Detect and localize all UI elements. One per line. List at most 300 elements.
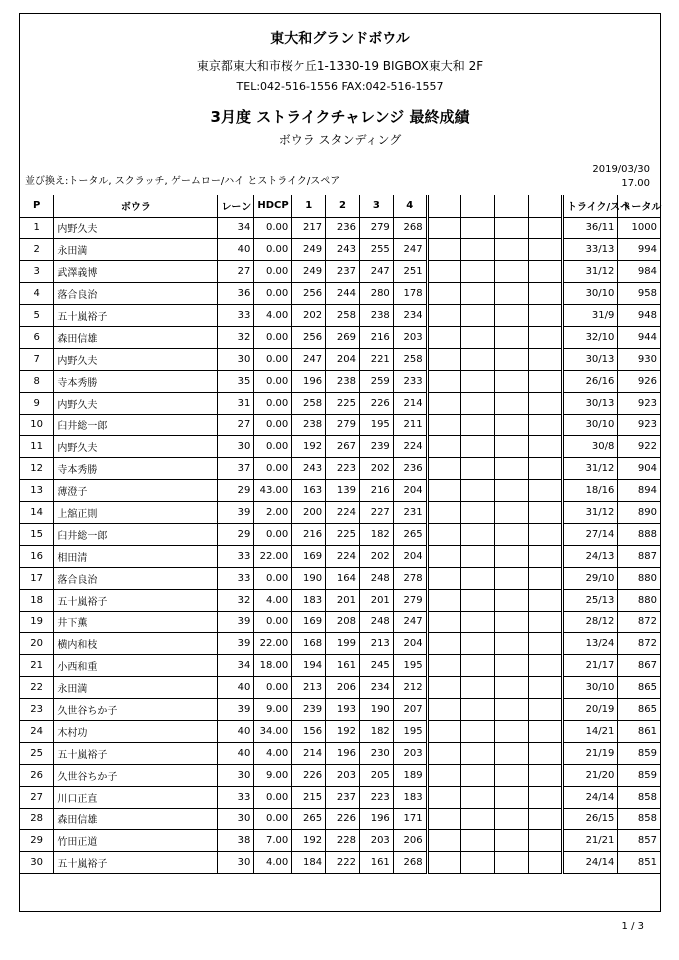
empty-cell (461, 523, 495, 545)
total-cell: 867 (618, 655, 660, 677)
game4-cell: 224 (393, 436, 427, 458)
bowler-name-cell: 内野久夫 (54, 217, 218, 239)
empty-cell (495, 305, 529, 327)
position-cell: 27 (20, 786, 54, 808)
empty-cell (529, 567, 563, 589)
table-row (20, 326, 660, 348)
game2-cell: 196 (326, 742, 360, 764)
empty-cell (427, 567, 461, 589)
game3-cell: 202 (359, 458, 393, 480)
col-header-empty-1 (427, 195, 461, 217)
game1-cell: 226 (292, 764, 326, 786)
empty-cell (529, 633, 563, 655)
game1-cell: 183 (292, 589, 326, 611)
venue-phone-fax: TEL:042-516-1556 FAX:042-516-1557 (236, 80, 444, 93)
hdcp-cell: 0.00 (254, 283, 292, 305)
empty-cell (529, 720, 563, 742)
game4-cell: 195 (393, 655, 427, 677)
game3-cell: 201 (359, 589, 393, 611)
hdcp-cell: 0.00 (254, 523, 292, 545)
empty-cell (495, 261, 529, 283)
lane-cell: 40 (218, 720, 254, 742)
game4-cell: 231 (393, 502, 427, 524)
game3-cell: 216 (359, 326, 393, 348)
empty-cell (461, 239, 495, 261)
position-cell: 28 (20, 808, 54, 830)
game3-cell: 248 (359, 611, 393, 633)
bowler-name-cell: 相田清 (54, 545, 218, 567)
empty-cell (461, 217, 495, 239)
lane-cell: 29 (218, 480, 254, 502)
game3-cell: 161 (359, 852, 393, 874)
empty-cell (461, 830, 495, 852)
game2-cell: 161 (326, 655, 360, 677)
strike-spare-cell: 28/12 (563, 611, 618, 633)
game4-cell: 233 (393, 370, 427, 392)
empty-cell (495, 283, 529, 305)
game3-cell: 280 (359, 283, 393, 305)
strike-spare-cell: 30/13 (563, 392, 618, 414)
col-header-empty-3 (495, 195, 529, 217)
game2-cell: 269 (326, 326, 360, 348)
bowler-name-cell: 竹田正道 (54, 830, 218, 852)
lane-cell: 27 (218, 414, 254, 436)
game1-cell: 169 (292, 611, 326, 633)
table-row (20, 305, 660, 327)
position-cell: 23 (20, 699, 54, 721)
game4-cell: 204 (393, 480, 427, 502)
hdcp-cell: 0.00 (254, 239, 292, 261)
empty-cell (529, 655, 563, 677)
game4-cell: 207 (393, 699, 427, 721)
game3-cell: 196 (359, 808, 393, 830)
game1-cell: 247 (292, 348, 326, 370)
empty-cell (427, 852, 461, 874)
empty-cell (495, 655, 529, 677)
total-cell: 872 (618, 611, 660, 633)
lane-cell: 40 (218, 677, 254, 699)
empty-cell (529, 370, 563, 392)
game4-cell: 204 (393, 545, 427, 567)
position-cell: 29 (20, 830, 54, 852)
empty-cell (495, 502, 529, 524)
empty-cell (427, 217, 461, 239)
empty-cell (427, 283, 461, 305)
lane-cell: 30 (218, 808, 254, 830)
game3-cell: 234 (359, 677, 393, 699)
empty-cell (461, 261, 495, 283)
table-row (20, 655, 660, 677)
game1-cell: 202 (292, 305, 326, 327)
empty-cell (461, 589, 495, 611)
total-cell: 857 (618, 830, 660, 852)
lane-cell: 40 (218, 239, 254, 261)
game4-cell: 195 (393, 720, 427, 742)
lane-cell: 31 (218, 392, 254, 414)
position-cell: 11 (20, 436, 54, 458)
total-cell: 1000 (618, 217, 660, 239)
game3-cell: 203 (359, 830, 393, 852)
empty-cell (529, 764, 563, 786)
empty-cell (427, 458, 461, 480)
game3-cell: 259 (359, 370, 393, 392)
strike-spare-cell: 13/24 (563, 633, 618, 655)
game4-cell: 279 (393, 589, 427, 611)
game1-cell: 239 (292, 699, 326, 721)
table-row (20, 720, 660, 742)
game1-cell: 214 (292, 742, 326, 764)
col-header-empty-4 (529, 195, 563, 217)
col-header-position: P (20, 195, 54, 217)
empty-cell (529, 305, 563, 327)
empty-cell (461, 852, 495, 874)
empty-cell (461, 370, 495, 392)
game4-cell: 204 (393, 633, 427, 655)
venue-name: 東大和グランドボウル (270, 31, 410, 47)
col-header-game2: 2 (326, 195, 360, 217)
col-header-lane: レーン (218, 195, 254, 217)
game4-cell: 247 (393, 611, 427, 633)
game1-cell: 192 (292, 436, 326, 458)
strike-spare-cell: 30/10 (563, 283, 618, 305)
empty-cell (529, 677, 563, 699)
position-cell: 2 (20, 239, 54, 261)
game2-cell: 139 (326, 480, 360, 502)
total-cell: 930 (618, 348, 660, 370)
game1-cell: 163 (292, 480, 326, 502)
game3-cell: 248 (359, 567, 393, 589)
empty-cell (529, 436, 563, 458)
lane-cell: 38 (218, 830, 254, 852)
empty-cell (495, 370, 529, 392)
game1-cell: 217 (292, 217, 326, 239)
hdcp-cell: 0.00 (254, 436, 292, 458)
empty-cell (529, 239, 563, 261)
empty-cell (495, 436, 529, 458)
col-header-game1: 1 (292, 195, 326, 217)
empty-cell (495, 589, 529, 611)
game4-cell: 211 (393, 414, 427, 436)
game3-cell: 227 (359, 502, 393, 524)
bowler-name-cell: 内野久夫 (54, 436, 218, 458)
hdcp-cell: 4.00 (254, 305, 292, 327)
game1-cell: 169 (292, 545, 326, 567)
empty-cell (427, 261, 461, 283)
strike-spare-cell: 31/9 (563, 305, 618, 327)
hdcp-cell: 0.00 (254, 261, 292, 283)
bowler-name-cell: 落合良治 (54, 283, 218, 305)
empty-cell (495, 239, 529, 261)
lane-cell: 34 (218, 217, 254, 239)
empty-cell (495, 611, 529, 633)
empty-cell (461, 611, 495, 633)
report-title: 3月度 ストライクチャレンジ 最終成績 (210, 108, 470, 126)
empty-cell (427, 808, 461, 830)
empty-cell (427, 392, 461, 414)
total-cell: 865 (618, 677, 660, 699)
game2-cell: 223 (326, 458, 360, 480)
bowler-name-cell: 内野久夫 (54, 348, 218, 370)
hdcp-cell: 0.00 (254, 611, 292, 633)
col-header-total: トータル (618, 195, 660, 217)
game2-cell: 225 (326, 392, 360, 414)
game1-cell: 168 (292, 633, 326, 655)
empty-cell (427, 655, 461, 677)
position-cell: 13 (20, 480, 54, 502)
total-cell: 923 (618, 392, 660, 414)
position-cell: 20 (20, 633, 54, 655)
game3-cell: 238 (359, 305, 393, 327)
game2-cell: 193 (326, 699, 360, 721)
strike-spare-cell: 30/8 (563, 436, 618, 458)
strike-spare-cell: 24/14 (563, 852, 618, 874)
position-cell: 30 (20, 852, 54, 874)
table-row (20, 436, 660, 458)
game4-cell: 206 (393, 830, 427, 852)
position-cell: 4 (20, 283, 54, 305)
page-number: 1 / 3 (621, 921, 644, 932)
lane-cell: 30 (218, 436, 254, 458)
game3-cell: 182 (359, 720, 393, 742)
total-cell: 887 (618, 545, 660, 567)
lane-cell: 27 (218, 261, 254, 283)
hdcp-cell: 4.00 (254, 742, 292, 764)
game2-cell: 192 (326, 720, 360, 742)
game2-cell: 224 (326, 545, 360, 567)
strike-spare-cell: 36/11 (563, 217, 618, 239)
table-row (20, 742, 660, 764)
col-header-strike-spare: トライク/スペ (563, 195, 618, 217)
col-header-hdcp: HDCP (254, 195, 292, 217)
table-row (20, 480, 660, 502)
game4-cell: 178 (393, 283, 427, 305)
bowler-name-cell: 上舘正則 (54, 502, 218, 524)
bowler-name-cell: 五十嵐裕子 (54, 742, 218, 764)
empty-cell (427, 414, 461, 436)
strike-spare-cell: 26/16 (563, 370, 618, 392)
total-cell: 948 (618, 305, 660, 327)
table-row (20, 283, 660, 305)
empty-cell (427, 326, 461, 348)
game1-cell: 265 (292, 808, 326, 830)
bowler-name-cell: 五十嵐裕子 (54, 589, 218, 611)
empty-cell (495, 808, 529, 830)
bowler-name-cell: 落合良治 (54, 567, 218, 589)
game1-cell: 190 (292, 567, 326, 589)
bowler-name-cell: 小西和重 (54, 655, 218, 677)
empty-cell (427, 480, 461, 502)
empty-cell (529, 852, 563, 874)
table-row (20, 852, 660, 874)
strike-spare-cell: 24/14 (563, 786, 618, 808)
game4-cell: 203 (393, 326, 427, 348)
table-header-row (20, 195, 660, 217)
game2-cell: 236 (326, 217, 360, 239)
table-row (20, 261, 660, 283)
table-row (20, 808, 660, 830)
empty-cell (495, 852, 529, 874)
empty-cell (427, 502, 461, 524)
game3-cell: 182 (359, 523, 393, 545)
empty-cell (495, 830, 529, 852)
game4-cell: 268 (393, 217, 427, 239)
game2-cell: 203 (326, 764, 360, 786)
hdcp-cell: 0.00 (254, 677, 292, 699)
position-cell: 21 (20, 655, 54, 677)
game2-cell: 237 (326, 261, 360, 283)
bowler-name-cell: 寺本秀勝 (54, 370, 218, 392)
hdcp-cell: 0.00 (254, 567, 292, 589)
strike-spare-cell: 25/13 (563, 589, 618, 611)
empty-cell (529, 348, 563, 370)
bowler-name-cell: 川口正直 (54, 786, 218, 808)
game2-cell: 164 (326, 567, 360, 589)
position-cell: 8 (20, 370, 54, 392)
hdcp-cell: 22.00 (254, 545, 292, 567)
bowler-name-cell: 久世谷ちか子 (54, 764, 218, 786)
game4-cell: 171 (393, 808, 427, 830)
empty-cell (427, 305, 461, 327)
empty-cell (495, 348, 529, 370)
lane-cell: 39 (218, 699, 254, 721)
empty-cell (461, 502, 495, 524)
empty-cell (529, 392, 563, 414)
bowler-name-cell: 森田信雄 (54, 808, 218, 830)
empty-cell (461, 808, 495, 830)
empty-cell (529, 480, 563, 502)
bowler-name-cell: 内野久夫 (54, 392, 218, 414)
game2-cell: 201 (326, 589, 360, 611)
table-row (20, 786, 660, 808)
empty-cell (427, 545, 461, 567)
empty-cell (427, 720, 461, 742)
empty-cell (529, 611, 563, 633)
table-row (20, 392, 660, 414)
game1-cell: 192 (292, 830, 326, 852)
hdcp-cell: 4.00 (254, 852, 292, 874)
game1-cell: 256 (292, 326, 326, 348)
bowler-name-cell: 森田信雄 (54, 326, 218, 348)
total-cell: 890 (618, 502, 660, 524)
empty-cell (461, 567, 495, 589)
hdcp-cell: 7.00 (254, 830, 292, 852)
table-row (20, 458, 660, 480)
strike-spare-cell: 33/13 (563, 239, 618, 261)
lane-cell: 33 (218, 545, 254, 567)
lane-cell: 30 (218, 348, 254, 370)
game3-cell: 213 (359, 633, 393, 655)
strike-spare-cell: 26/15 (563, 808, 618, 830)
game3-cell: 223 (359, 786, 393, 808)
strike-spare-cell: 21/19 (563, 742, 618, 764)
game3-cell: 279 (359, 217, 393, 239)
table-row (20, 633, 660, 655)
col-header-bowler: ボウラ (54, 195, 218, 217)
hdcp-cell: 34.00 (254, 720, 292, 742)
strike-spare-cell: 21/17 (563, 655, 618, 677)
lane-cell: 30 (218, 764, 254, 786)
game2-cell: 208 (326, 611, 360, 633)
sort-description: 並び換え:トータル, スクラッチ, ゲームロー/ハイ とストライク/スペア (25, 176, 341, 187)
strike-spare-cell: 32/10 (563, 326, 618, 348)
bowler-name-cell: 久世谷ちか子 (54, 699, 218, 721)
empty-cell (427, 239, 461, 261)
lane-cell: 32 (218, 326, 254, 348)
empty-cell (461, 545, 495, 567)
game1-cell: 215 (292, 786, 326, 808)
empty-cell (495, 217, 529, 239)
game4-cell: 212 (393, 677, 427, 699)
game2-cell: 244 (326, 283, 360, 305)
bowler-name-cell: 五十嵐裕子 (54, 305, 218, 327)
empty-cell (529, 589, 563, 611)
total-cell: 958 (618, 283, 660, 305)
table-row (20, 502, 660, 524)
position-cell: 25 (20, 742, 54, 764)
report-time: 17.00 (621, 178, 650, 189)
position-cell: 3 (20, 261, 54, 283)
empty-cell (461, 305, 495, 327)
game1-cell: 249 (292, 239, 326, 261)
total-cell: 894 (618, 480, 660, 502)
game1-cell: 194 (292, 655, 326, 677)
game4-cell: 278 (393, 567, 427, 589)
game2-cell: 243 (326, 239, 360, 261)
empty-cell (529, 742, 563, 764)
hdcp-cell: 9.00 (254, 699, 292, 721)
game2-cell: 237 (326, 786, 360, 808)
empty-cell (495, 414, 529, 436)
col-header-empty-2 (461, 195, 495, 217)
hdcp-cell: 18.00 (254, 655, 292, 677)
game4-cell: 183 (393, 786, 427, 808)
game1-cell: 156 (292, 720, 326, 742)
hdcp-cell: 22.00 (254, 633, 292, 655)
lane-cell: 39 (218, 502, 254, 524)
game2-cell: 238 (326, 370, 360, 392)
game3-cell: 205 (359, 764, 393, 786)
position-cell: 1 (20, 217, 54, 239)
total-cell: 904 (618, 458, 660, 480)
game3-cell: 245 (359, 655, 393, 677)
lane-cell: 39 (218, 611, 254, 633)
game1-cell: 256 (292, 283, 326, 305)
game3-cell: 230 (359, 742, 393, 764)
bowler-name-cell: 井下薫 (54, 611, 218, 633)
empty-cell (461, 414, 495, 436)
bowler-name-cell: 臼井総一郎 (54, 414, 218, 436)
empty-cell (529, 808, 563, 830)
empty-cell (461, 392, 495, 414)
empty-cell (495, 326, 529, 348)
game3-cell: 255 (359, 239, 393, 261)
empty-cell (529, 283, 563, 305)
game1-cell: 216 (292, 523, 326, 545)
game4-cell: 258 (393, 348, 427, 370)
strike-spare-cell: 29/10 (563, 567, 618, 589)
bowler-name-cell: 寺本秀勝 (54, 458, 218, 480)
total-cell: 872 (618, 633, 660, 655)
empty-cell (495, 458, 529, 480)
total-cell: 859 (618, 742, 660, 764)
position-cell: 7 (20, 348, 54, 370)
total-cell: 984 (618, 261, 660, 283)
strike-spare-cell: 31/12 (563, 261, 618, 283)
game3-cell: 195 (359, 414, 393, 436)
hdcp-cell: 0.00 (254, 808, 292, 830)
bowler-name-cell: 横内和枝 (54, 633, 218, 655)
lane-cell: 33 (218, 305, 254, 327)
